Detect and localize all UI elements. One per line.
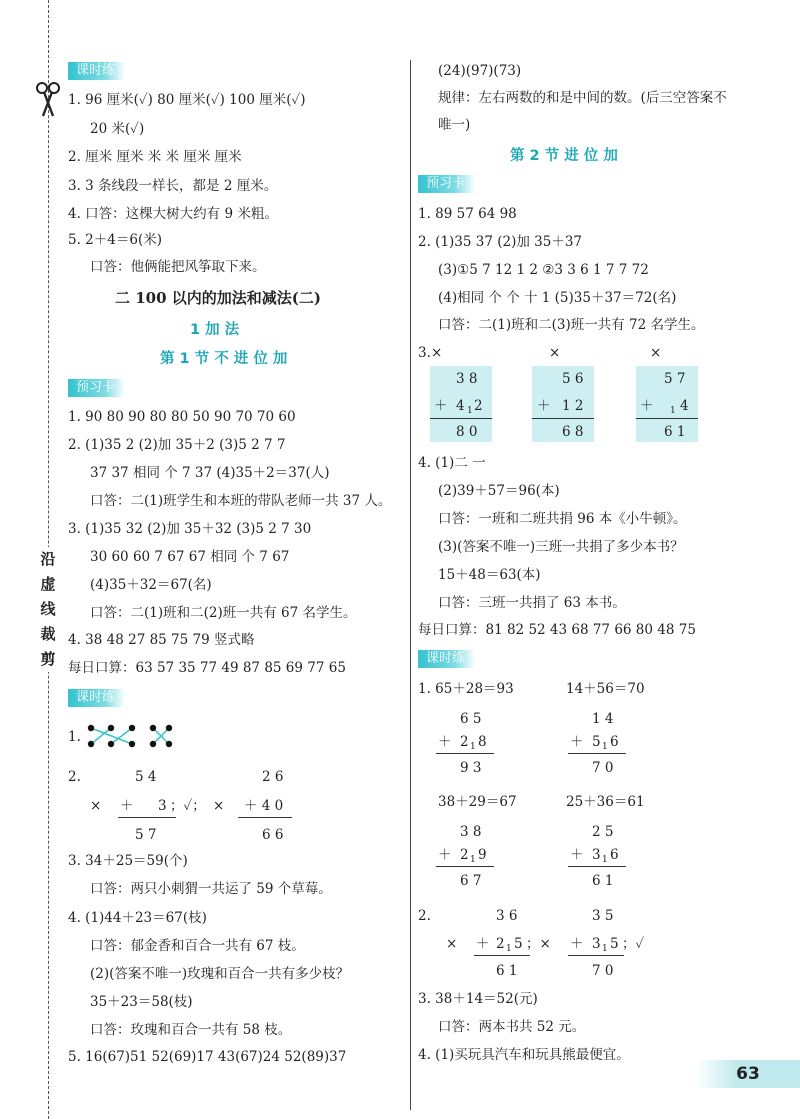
right-k4: 4. (1)买玩具汽车和玩具熊最便宜。 <box>418 1047 630 1063</box>
left-q1-line1: 1. 96 厘米(✓) 80 厘米(✓) 100 厘米(✓) <box>68 92 306 108</box>
vcalc-digit: 4 <box>680 398 689 414</box>
vcalc-rule <box>568 955 624 956</box>
right-p2-line4: 口答：二(1)班和二(3)班一共有 72 名学生。 <box>438 317 705 333</box>
left-q5-line1: 5. 2＋4＝6(米) <box>68 232 162 248</box>
tag-lesson-practice-3: 课时练 <box>418 650 475 668</box>
vcalc-bottom: 3 <box>158 798 167 814</box>
vcalc-digit: 3 <box>592 936 601 952</box>
carry-mark: 1 <box>506 944 512 954</box>
vcalc-result: 6 6 <box>262 827 284 843</box>
vcalc-top: 3 5 <box>592 908 614 924</box>
vcalc-rule <box>568 753 626 754</box>
vcalc-result: 6 1 <box>496 963 518 979</box>
left-p4: 4. 38 48 27 85 75 79 竖式略 <box>68 632 255 648</box>
page-number: 63 <box>696 1060 800 1088</box>
unit-title: 二 100 以内的加法和减法(二) <box>115 289 321 307</box>
vcalc-result: 5 7 <box>135 827 157 843</box>
vcalc-top: 1 4 <box>592 711 614 727</box>
right-r0-line1: (24)(97)(73) <box>438 63 522 79</box>
left-q3: 3. 3 条线段一样长，都是 2 厘米。 <box>68 178 278 194</box>
tag-preview-card-2: 预习卡 <box>418 175 475 193</box>
right-k3-line2: 口答：两本书共 52 元。 <box>438 1019 586 1035</box>
vcalc-digit: 3 <box>592 847 601 863</box>
vcalc-digit: 6 <box>610 734 619 750</box>
carry-mark: 1 <box>470 742 476 752</box>
vcalc-result: 8 0 <box>456 424 478 440</box>
vcalc-result: 7 0 <box>592 760 614 776</box>
vcalc-rule <box>436 753 494 754</box>
eq-4: 25＋36＝61 <box>566 794 645 810</box>
vcalc-top: 6 5 <box>460 711 482 727</box>
answer-separator: ；✓； <box>170 798 206 814</box>
vcalc-plus: ＋ <box>120 798 134 814</box>
left-p3-line2: 30 60 60 7 67 67 相同 个 7 67 <box>90 549 290 565</box>
right-p2-line2: (3)①5 7 12 1 2 ②3 3 6 1 7 7 72 <box>438 262 649 278</box>
left-k3-line2: 口答：两只小刺猬一共运了 59 个草莓。 <box>90 881 332 897</box>
vcalc-top: 2 6 <box>262 769 284 785</box>
vcalc-top: 3 8 <box>460 824 482 840</box>
tag-lesson-practice-2: 课时练 <box>68 689 125 707</box>
vcalc-plus: ＋ <box>570 734 584 750</box>
vcalc-digit: 2 <box>460 847 469 863</box>
vcalc-top: 5 6 <box>562 371 584 387</box>
left-k5: 5. 16(67)51 52(69)17 43(67)24 52(89)37 <box>68 1049 347 1065</box>
left-p3-line4: 口答：二(1)班和二(2)班一共有 67 名学生。 <box>90 605 357 621</box>
left-p3-line3: (4)35＋32＝67(名) <box>90 577 212 593</box>
eq-3: 38＋29＝67 <box>438 794 517 810</box>
left-daily-calc: 每日口算：63 57 35 77 49 87 85 69 77 65 <box>68 660 346 676</box>
vcalc-digit: 4 <box>456 398 465 414</box>
vcalc-rule <box>636 418 698 419</box>
right-p3-number: 3. <box>418 345 431 361</box>
vcalc-digit: 5 <box>592 734 601 750</box>
vcalc-digit: 9 <box>478 847 487 863</box>
vcalc-bottom: ＋ 4 0 <box>244 798 284 814</box>
vcalc-plus: ＋ <box>570 847 584 863</box>
vcalc-digit: 6 <box>610 847 619 863</box>
vcalc-top: 5 7 <box>664 371 686 387</box>
left-q4: 4. 口答：这棵大树大约有 9 米粗。 <box>68 206 278 222</box>
mark-wrong: × <box>431 345 443 361</box>
left-k3-line1: 3. 34＋25＝59(个) <box>68 853 188 869</box>
left-p1: 1. 90 80 90 80 80 50 90 70 70 60 <box>68 409 296 425</box>
right-p4-line1: 4. (1)二 一 <box>418 455 486 471</box>
side-char: 线 <box>40 600 56 618</box>
vcalc-rule <box>568 866 626 867</box>
dot-matching-figure <box>84 722 174 752</box>
vcalc-digit: 2 <box>460 734 469 750</box>
vcalc-rule <box>436 866 494 867</box>
left-k4-line1: 4. (1)44＋23＝67(枝) <box>68 910 207 926</box>
carry-mark: 1 <box>467 406 473 416</box>
side-char: 裁 <box>40 625 56 643</box>
right-p2-line1: 2. (1)35 37 (2)加 35＋37 <box>418 234 583 250</box>
left-p2-line1: 2. (1)35 2 (2)加 35＋2 (3)5 2 7 7 <box>68 437 286 453</box>
scissors-icon <box>35 80 61 120</box>
carry-mark: 1 <box>602 944 608 954</box>
mark-wrong: × <box>549 345 561 361</box>
column-divider <box>410 60 411 1110</box>
answer-separator: ；✓ <box>622 936 645 952</box>
right-p4-line6: 口答：三班一共捐了 63 本书。 <box>438 595 626 611</box>
left-p2-line3: 口答：二(1)班学生和本班的带队老师一共 37 人。 <box>90 493 392 509</box>
mark-wrong: × <box>650 345 662 361</box>
vcalc-plus: ＋ <box>537 398 551 414</box>
vcalc-result: 6 7 <box>460 873 482 889</box>
tag-lesson-practice: 课时练 <box>68 62 125 80</box>
vcalc-rule <box>430 418 492 419</box>
left-q5-line2: 口答：他俩能把风筝取下来。 <box>90 259 266 275</box>
right-daily-calc: 每日口算：81 82 52 43 68 77 66 80 48 75 <box>418 622 696 638</box>
vcalc-digit: 8 <box>478 734 487 750</box>
vcalc-plus: ＋ <box>438 847 452 863</box>
vcalc-top: 3 6 <box>496 908 518 924</box>
vcalc-digit: 2 <box>496 936 505 952</box>
vcalc-rule <box>238 817 292 818</box>
vcalc-top: 2 5 <box>592 824 614 840</box>
carry-mark: 1 <box>602 855 608 865</box>
eq-1: 1. 65＋28＝93 <box>418 681 514 697</box>
vcalc-digit: 2 <box>474 398 483 414</box>
right-p2-line3: (4)相同 个 个 十 1 (5)35＋37＝72(名) <box>438 290 677 306</box>
vcalc-rule <box>532 418 594 419</box>
answer-separator: ；× <box>526 936 551 952</box>
vcalc-digit: 5 <box>610 936 619 952</box>
right-p4-line5: 15＋48＝63(本) <box>438 567 541 583</box>
right-p1: 1. 89 57 64 98 <box>418 206 517 222</box>
vcalc-plus: ＋ <box>434 398 448 414</box>
vcalc-digit: 5 <box>514 936 523 952</box>
tag-preview-card: 预习卡 <box>68 379 125 397</box>
carry-mark: 1 <box>470 855 476 865</box>
right-k3-line1: 3. 38＋14＝52(元) <box>418 991 538 1007</box>
left-k4-line4: 35＋23＝58(枝) <box>90 994 193 1010</box>
right-p4-line3: 口答：一班和二班共捐 96 本《小牛顿》。 <box>438 511 687 527</box>
side-char: 沿 <box>40 550 56 568</box>
left-k4-line5: 口答：玫瑰和百合一共有 58 枝。 <box>90 1022 292 1038</box>
left-p3-line1: 3. (1)35 32 (2)加 35＋32 (3)5 2 7 30 <box>68 521 312 537</box>
side-char: 剪 <box>40 650 56 668</box>
left-k1-number: 1. <box>68 729 81 745</box>
right-r0-line3: 唯一) <box>438 117 471 133</box>
mark-wrong: × <box>213 798 225 814</box>
vcalc-top: 3 8 <box>456 371 478 387</box>
vcalc-digit: 1 2 <box>562 398 584 414</box>
right-r0-line2: 规律：左右两数的和是中间的数。(后三空答案不 <box>438 90 727 106</box>
carry-mark: 1 <box>602 742 608 752</box>
lesson-title-1: 第 1 节 不 进 位 加 <box>160 351 288 367</box>
side-char: 虚 <box>40 575 56 593</box>
vcalc-plus: ＋ <box>570 936 584 952</box>
vcalc-result: 6 1 <box>592 873 614 889</box>
left-p2-line2: 37 37 相同 个 7 37 (4)35＋2＝37(人) <box>90 465 330 481</box>
mark-wrong: × <box>446 936 458 952</box>
vcalc-plus: ＋ <box>640 398 654 414</box>
left-q1-line2: 20 米(✓) <box>90 121 145 137</box>
left-k4-line2: 口答：郁金香和百合一共有 67 枝。 <box>90 938 305 954</box>
mark-wrong: × <box>90 798 102 814</box>
section-title: 1 加 法 <box>190 322 240 338</box>
right-p4-line2: (2)39＋57＝96(本) <box>438 483 560 499</box>
vcalc-rule <box>474 955 530 956</box>
vcalc-result: 7 0 <box>592 963 614 979</box>
eq-2: 14＋56＝70 <box>566 681 645 697</box>
right-k2-number: 2. <box>418 908 431 924</box>
side-label <box>36 547 60 672</box>
vcalc-plus: ＋ <box>476 936 490 952</box>
vcalc-plus: ＋ <box>438 734 452 750</box>
vcalc-top: 5 4 <box>135 769 157 785</box>
vcalc-result: 6 1 <box>664 424 686 440</box>
vcalc-rule <box>118 817 176 818</box>
left-k4-line3: (2)(答案不唯一)玫瑰和百合一共有多少枝？ <box>90 966 350 982</box>
carry-mark: 1 <box>670 406 676 416</box>
vcalc-result: 9 3 <box>460 760 482 776</box>
lesson-title-2: 第 2 节 进 位 加 <box>510 148 618 164</box>
right-p4-line4: (3)(答案不唯一)三班一共捐了多少本书？ <box>438 539 684 555</box>
left-k2-number: 2. <box>68 769 81 785</box>
vcalc-result: 6 8 <box>562 424 584 440</box>
left-q2: 2. 厘米 厘米 米 米 厘米 厘米 <box>68 149 242 165</box>
